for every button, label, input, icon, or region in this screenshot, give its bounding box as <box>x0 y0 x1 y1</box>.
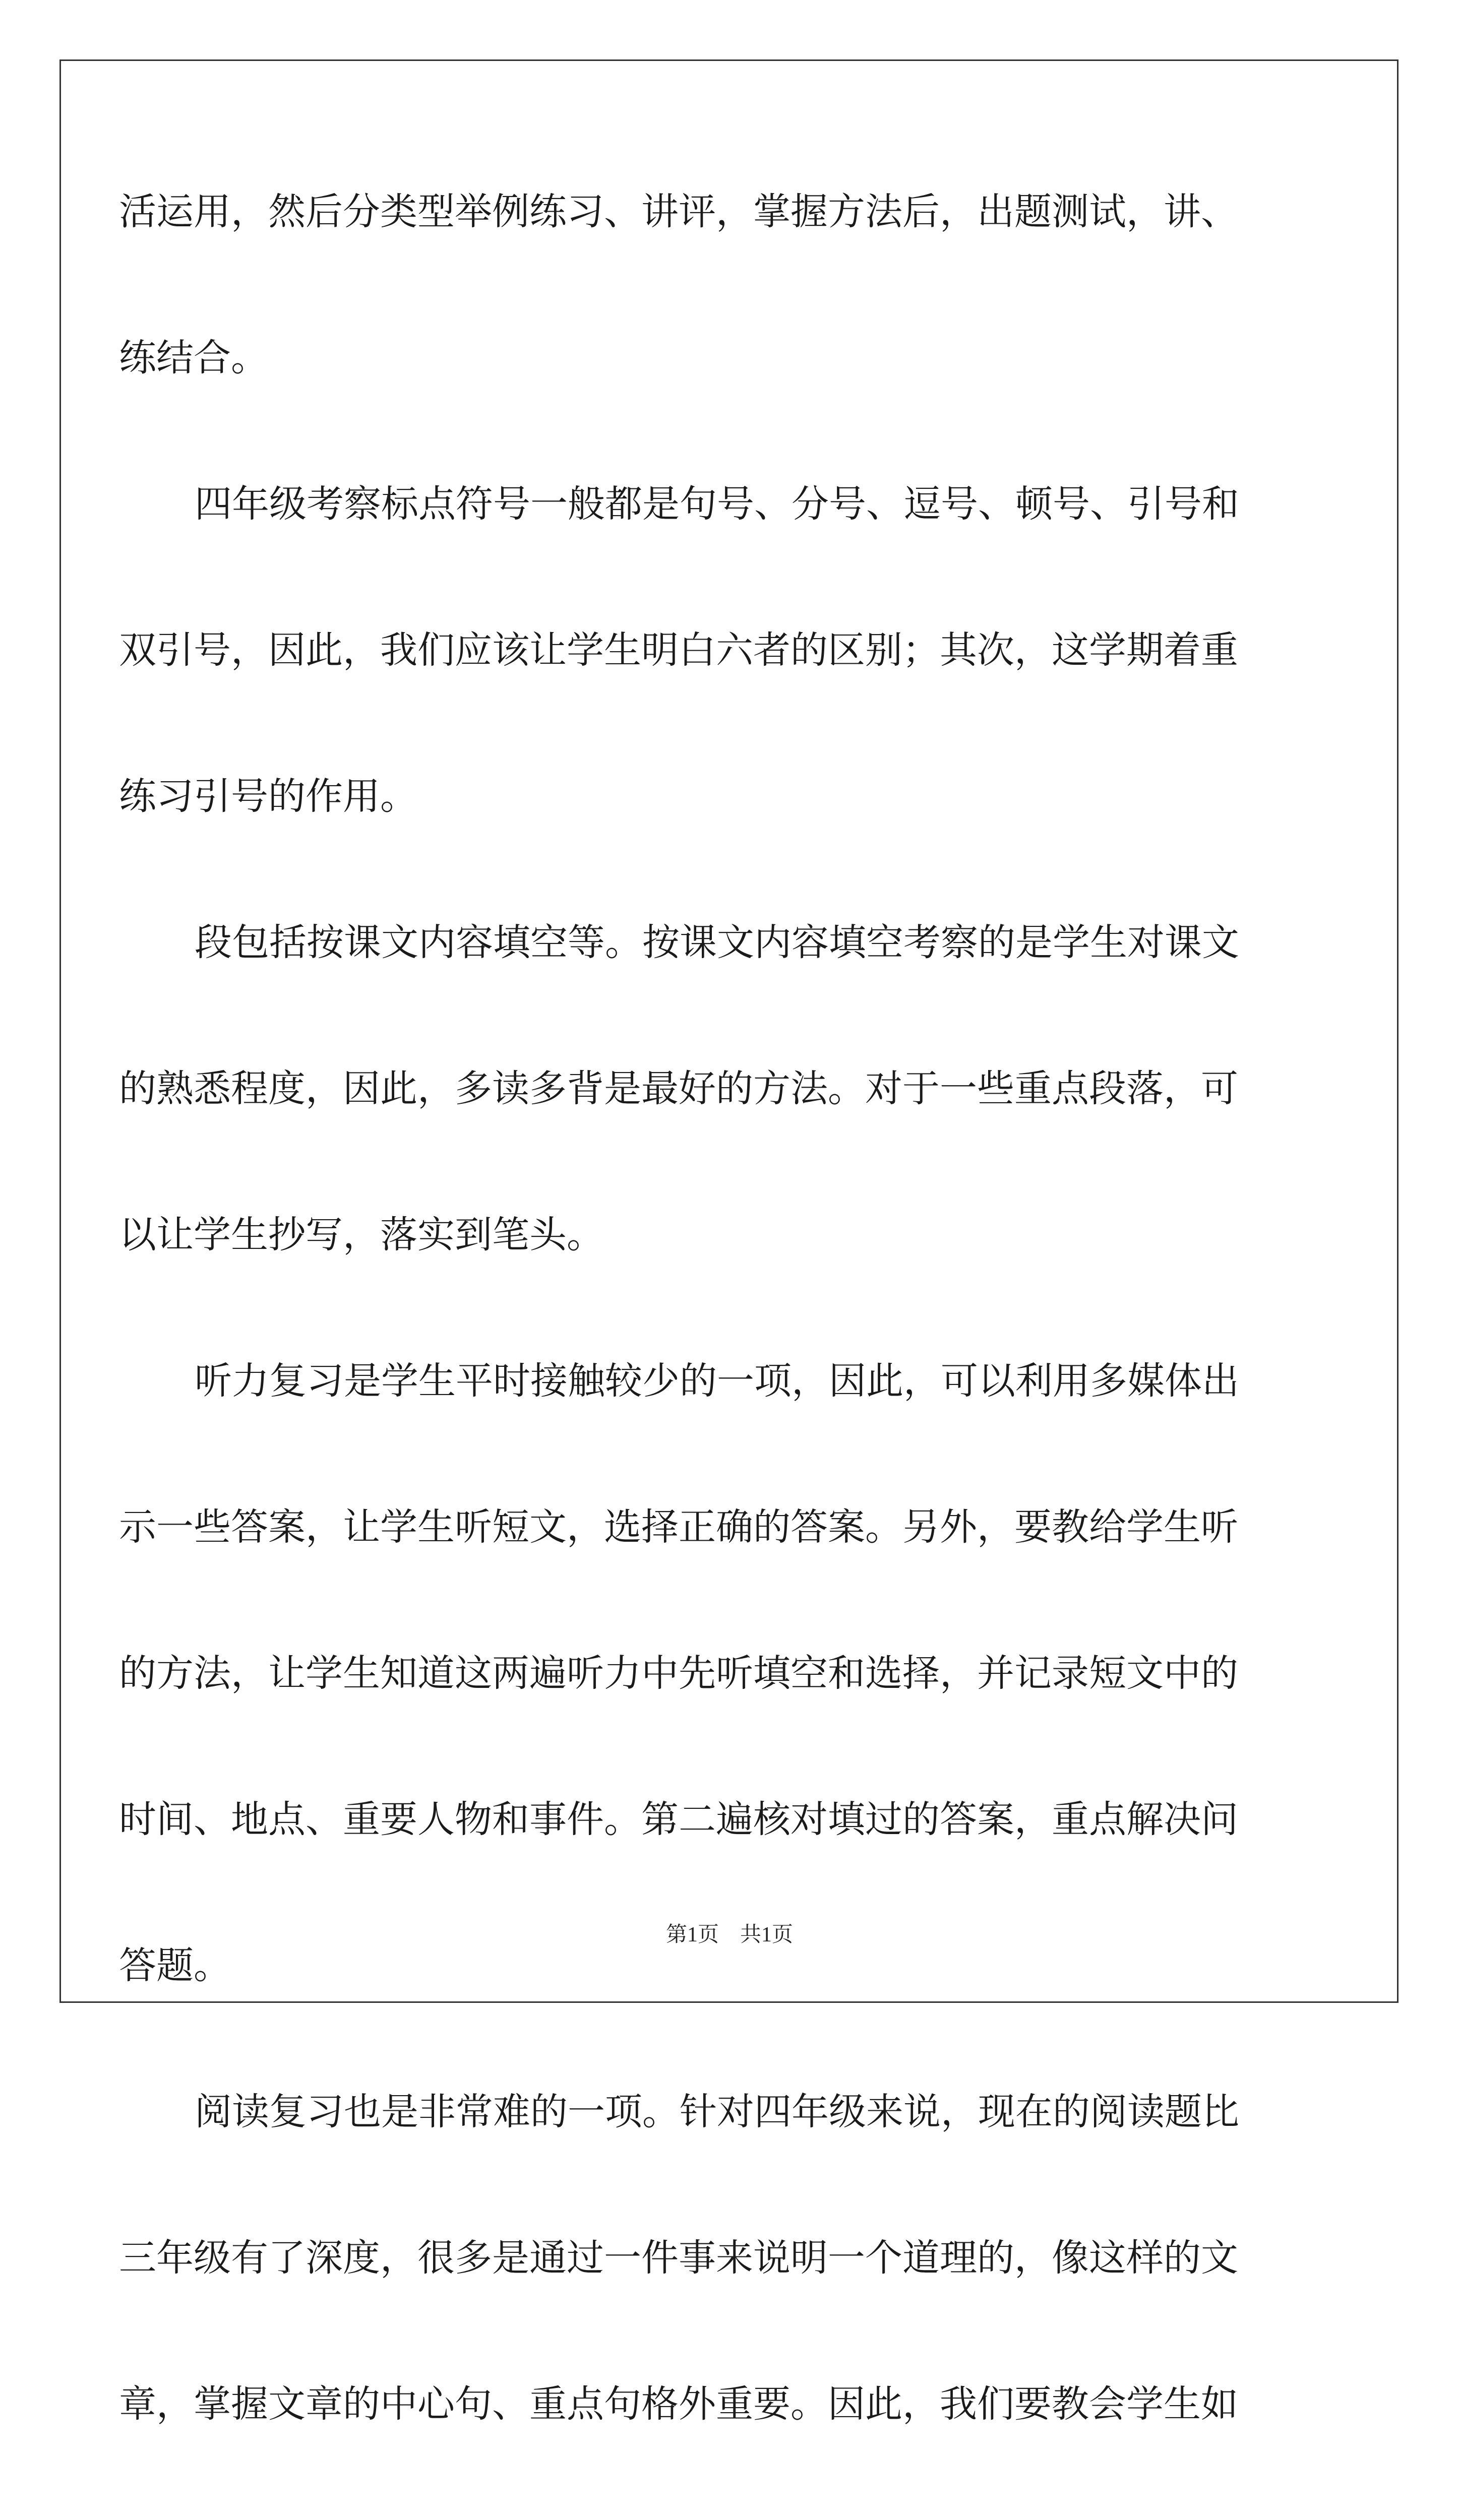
text-line: 的熟悉程度，因此，多读多背是最好的方法。对于一些重点段落，可 <box>119 1067 1238 1110</box>
document-body <box>119 184 1292 2520</box>
text-line: 答题。 <box>119 1944 231 1987</box>
text-line: 活运用，然后分类型举例练习、讲评，掌握方法后，出题测试，讲、 <box>119 190 1238 233</box>
text-line: 时间、地点、重要人物和事件。第二遍核对填过的答案，重点解决问 <box>119 1798 1238 1841</box>
text-line: 的方法，让学生知道这两遍听力中先听填空和选择，并记录短文中的 <box>119 1652 1238 1695</box>
text-line: 四年级考察标点符号一般都是句号、分号、逗号、顿号、引号和 <box>195 482 1239 526</box>
text-line: 双引号，因此，我们应该让学生明白六者的区别；其次，这学期着重 <box>119 628 1238 672</box>
text-line: 示一些答案，让学生听短文，选择正确的答案。另外，要教给学生听 <box>119 1505 1238 1549</box>
text-line: 练结合。 <box>119 336 268 380</box>
text-line: 练习引号的作用。 <box>119 775 417 818</box>
text-line: 三年级有了深度，很多是通过一件事来说明一个道理的，像这样的文 <box>119 2236 1238 2280</box>
text-line: 段包括按课文内容填空等。按课文内容填空考察的是学生对课文 <box>195 921 1239 964</box>
text-line: 听力复习是学生平时接触较少的一项，因此，可以利用多媒体出 <box>195 1359 1239 1403</box>
page-number-footer: 第1页 共1页 <box>665 1923 793 1946</box>
text-line: 阅读复习也是非常难的一项。针对四年级来说，现在的阅读题比 <box>195 2090 1239 2133</box>
text-line: 章，掌握文章的中心句、重点句格外重要。因此，我们要教会学生如 <box>119 2382 1238 2426</box>
text-line: 以让学生抄写，落实到笔头。 <box>119 1213 604 1256</box>
